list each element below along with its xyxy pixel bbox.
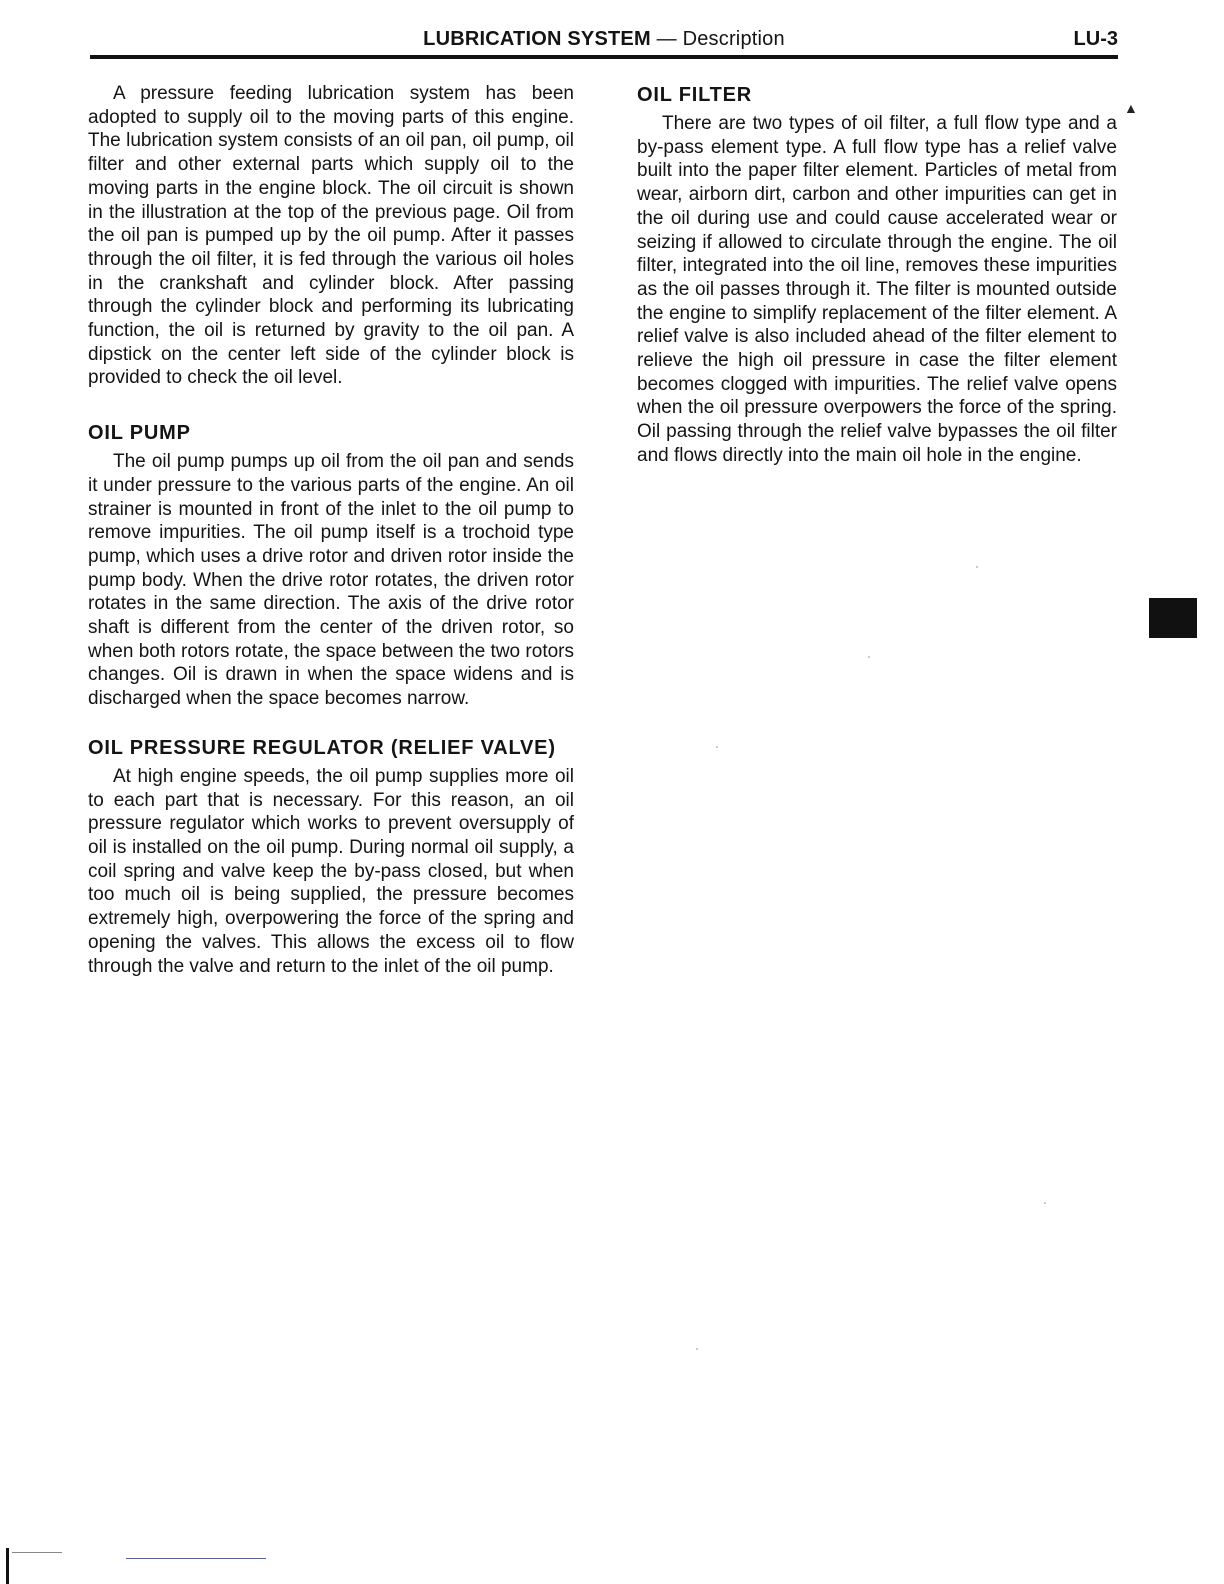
scan-speck: [976, 566, 978, 568]
header-separator: —: [656, 28, 677, 50]
oil-filter-paragraph: There are two types of oil filter, a full flow type and a by-pass element type. A full flow type has a relief valve built into the paper filter element. Particles of metal from wear, airborn dirt, carbon and other impurities can get in the oil during use and could cause accelerated wear or seizing if allowed to circulate through the engine. The oil filter, integrated into the oil line, removes these impurities as the oil passes through it. The filter is mounted outside the engine to simplify replacement of the filter element. A relief valve is also included ahead of the filter element to relieve the high oil pressure in case the filter element becomes clogged with impurities. The relief valve opens when the oil pressure overpowers the force of the spring. Oil passing through the relief valve bypasses the oil filter and flows directly into the main oil hole in the engine.: [637, 113, 1117, 466]
left-column: [88, 82, 574, 978]
oil-pump-paragraph: The oil pump pumps up oil from the oil pan and sends it under pressure to the various parts of the engine. An oil strainer is mounted in front of the inlet to the oil pump to remove impurities. The oil pump itself is a trochoid type pump, which uses a drive rotor and driven rotor inside the pump body. When the drive rotor rotates, the driven rotor rotates in the same direction. The axis of the drive rotor shaft is different from the center of the driven rotor, so when both rotors rotate, the space between the two rotors changes. Oil is drawn in when the space widens and is discharged when the space becomes narrow.: [88, 451, 574, 710]
page-number: LU-3: [1073, 28, 1118, 50]
regulator-heading: OIL PRESSURE REGULATOR (RELIEF VALVE): [88, 736, 556, 759]
oil-pump-heading: OIL PUMP: [88, 422, 191, 445]
scan-speck: [868, 656, 870, 658]
header-section-title: LUBRICATION SYSTEM: [423, 28, 651, 50]
scan-bottom-blue-line: [126, 1558, 266, 1559]
scan-edge-mark: [6, 1548, 9, 1584]
oil-filter-heading: OIL FILTER: [637, 84, 753, 106]
intro-paragraph: A pressure feeding lubrication system has been adopted to supply oil to the moving parts of this engine. The lubrication system consists of an oil pan, oil pump, oil filter and other external parts which supply oil to the moving parts in the engine block. The oil circuit is shown in the illustration at the top of the previous page. Oil from the oil pan is pumped up by the oil pump. After it passes through the oil filter, it is fed through the various oil holes in the crankshaft and cylinder block. After passing through the cylinder block and performing its lubricating function, the oil is returned by gravity to the oil pan. A dipstick on the center left side of the cylinder block is provided to check the oil level.: [88, 83, 574, 389]
right-column: [637, 82, 1117, 468]
page-header: [90, 28, 1118, 54]
scan-speck: [716, 746, 718, 748]
scan-speck: [1044, 1202, 1046, 1204]
header-rule: [90, 55, 1118, 59]
header-subtitle: Description: [682, 28, 785, 50]
scan-bottom-line: [12, 1552, 62, 1553]
header-title: [90, 28, 1118, 51]
regulator-paragraph: At high engine speeds, the oil pump supplies more oil to each part that is necessary. For this reason, an oil pressure regulator which works to prevent oversupply of oil is installed on the oil pump. During normal oil supply, a coil spring and valve keep the by-pass closed, but when too much oil is being supplied, the pressure becomes extremely high, overpowering the force of the spring and opening the valves. This allows the excess oil to flow through the valve and return to the inlet of the oil pump.: [88, 765, 574, 977]
arrow-mark-icon: ▲: [1124, 100, 1138, 116]
section-tab-marker: [1149, 598, 1197, 638]
scan-speck: [696, 1348, 698, 1350]
